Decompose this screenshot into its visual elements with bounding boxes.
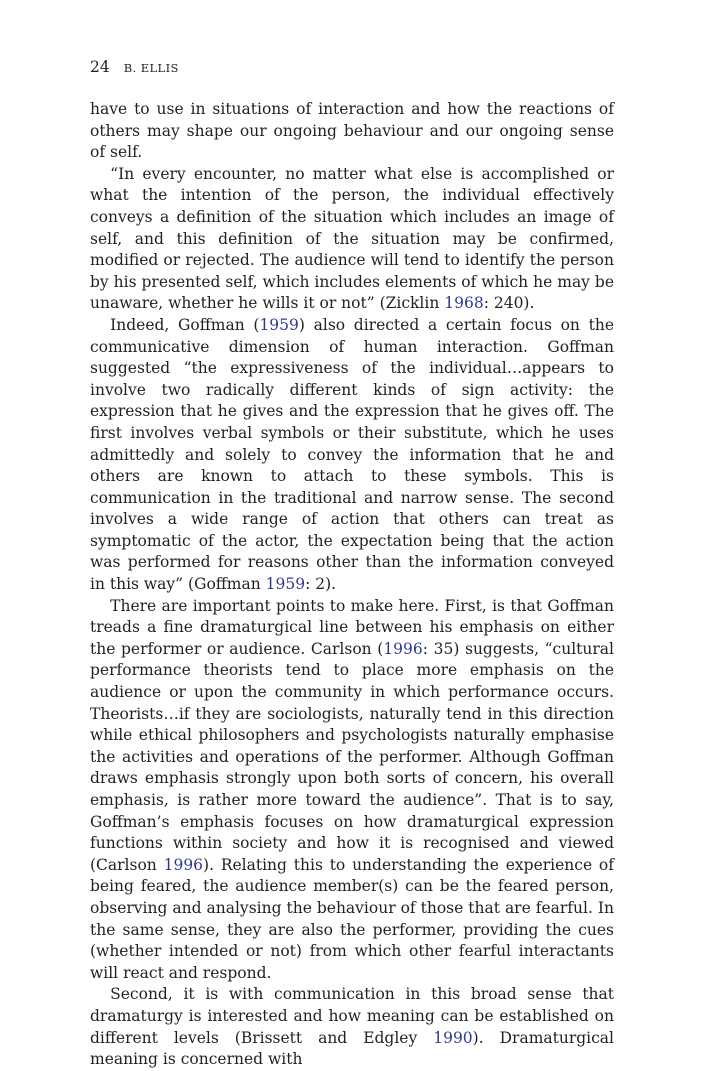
paragraph [90,315,614,596]
text-run: There are important points to make here. First, is that Goffman treads a fine dramaturgical line between his emphasis on either the performer or audience. Carlson ( [90,596,614,658]
paragraph [90,99,614,164]
text-run: : 35) suggests, “cultural performance theorists tend to place more emphasis on the audience or upon the community in which performance occurs. Theorists…if they are sociologists, naturally tend in this direction while ethical philosophers and psychologists naturally emphasise the activities and operations of the performer. Although Goffman draws emphasis strongly upon both sorts of concern, his overall emphasis, is rather more toward the audience”. That is to say, Goffman’s emphasis focuses on how dramaturgical expression functions within society and how it is recognised and viewed (Carlson [90,639,614,874]
text-run: “In every encounter, no matter what else is accomplished or what the intention of the person, the individual effectively conveys a definition of the situation which includes an image of self, and this definition of the situation may be confirmed, modified or rejected. The audience will tend to identify the person by his presented self, which includes elements of which he may be unaware, whether he wills it or not” (Zicklin [90,164,614,313]
body-text [90,99,614,1071]
text-run: ). Dramaturgical meaning is concerned with [90,1028,615,1069]
running-head-author: B. ELLIS [123,61,179,75]
citation-link[interactable]: 1996 [383,639,423,658]
text-run: : 240). [483,294,535,313]
text-run: : 2). [305,575,337,594]
citation-link[interactable]: 1959 [265,575,306,594]
page [90,56,614,1071]
text-run: ). Relating this to understanding the experience of being feared, the audience member(s) can be the feared person, observing and analysing the behaviour of those that are fearful. In the same sense, they are also the performer, providing the cues (whether intended or not) from which other fearful interactants will react and respond. [90,855,614,982]
citation-link[interactable]: 1959 [259,315,299,334]
citation-link[interactable]: 1990 [433,1028,473,1047]
text-run: have to use in situations of interaction and how the reactions of others may shape our ongoing behaviour and our ongoing sense of self. [90,100,614,162]
citation-link[interactable]: 1996 [163,855,204,874]
paragraph [90,984,614,1070]
running-head [90,56,614,79]
citation-link[interactable]: 1968 [444,294,484,313]
page-number: 24 [90,58,110,76]
paragraph [90,596,614,985]
paragraph [90,164,614,315]
text-run: ) also directed a certain focus on the communicative dimension of human interaction. Goffman suggested “the expressiveness of the individual…appears to involve two radically different kinds of sign activity: the expression that he gives and the expression that he gives off. The first involves verbal symbols or their substitute, which he uses admittedly and solely to convey the information that he and others are known to attach to these symbols. This is communication in the traditional and narrow sense. The second involves a wide range of action that others can treat as symptomatic of the actor, the expectation being that the action was performed for reasons other than the information conveyed in this way” (Goffman [90,315,614,594]
text-run: Second, it is with communication in this broad sense that dramaturgy is interested and how meaning can be established on different levels (Brissett and Edgley [90,985,614,1047]
text-run: Indeed, Goffman ( [110,315,260,334]
